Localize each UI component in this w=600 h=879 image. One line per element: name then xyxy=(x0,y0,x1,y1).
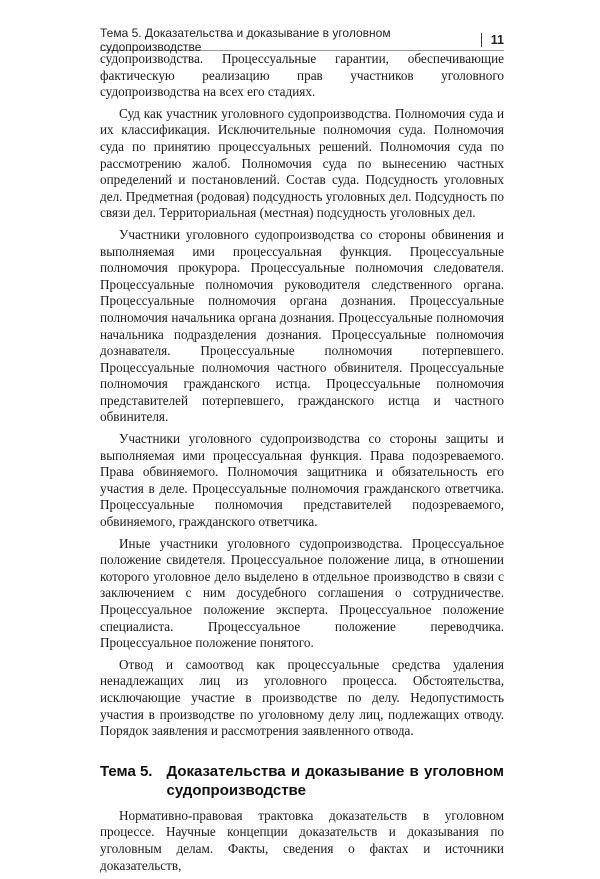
header-separator xyxy=(481,33,482,47)
paragraph-other-participants: Иные участники уголовного судопроизводства. Процессуальное положение свидетеля. Процессуальное положение лица, в отношении которого уголовное дело выделено в отдельное производство в связи с заключением с ним досудебного соглашения о сотрудничестве. Процессуальное положение эксперта. Процессуальное положение специалиста. Процессуальное положение переводчика. Процессуальное положение понятого. xyxy=(100,535,504,651)
section-number: Тема 5. xyxy=(100,762,153,780)
section-title: Доказательства и доказывание в уголовном судопроизводстве xyxy=(166,762,504,799)
running-header xyxy=(100,26,504,54)
paragraph-prosecution: Участники уголовного судопроизводства со стороны обвинения и выполняемая ими процессуальная функция. Процессуальные полномочия прокурора. Процессуальные полномочия следователя. Процессуальные полномочия руководителя следственного органа. Процессуальные полномочия органа дознания. Процессуальные полномочия начальника органа дознания. Процессуальные полномочия начальника подразделения дознания. Процессуальные полномочия дознавателя. Процессуальные полномочия потерпевшего. Процессуальные полномочия частного обвинителя. Процессуальные полномочия гражданского истца. Процессуальные полномочия представителей потерпевшего, гражданского истца и частного обвинителя. xyxy=(100,226,504,425)
section-intro-paragraph: Нормативно-правовая трактовка доказательств в уголовном процессе. Научные концепции доказательств и доказывания по уголовным делам. Факты, сведения о фактах и источники доказательств, xyxy=(100,807,504,873)
running-header-title: Тема 5. Доказательства и доказывание в уголовном судопроизводстве xyxy=(100,26,391,54)
page-number: 11 xyxy=(490,33,504,47)
body-text xyxy=(100,51,504,879)
section-heading xyxy=(100,762,504,800)
paragraph-recusal: Отвод и самоотвод как процессуальные средства удаления ненадлежащих лиц из уголовного процесса. Обстоятельства, исключающие участие в производстве по делу. Недопустимость участия в производстве по уголовному делу лиц, подлежащих отводу. Порядок заявления и рассмотрения заявленного отвода. xyxy=(100,656,504,739)
paragraph-court: Суд как участник уголовного судопроизводства. Полномочия суда и их классификация. Исключительные полномочия суда. Полномочия суда по принятию процессуальных решений. Полномочия суда по рассмотрению жалоб. Полномочия суда по вынесению частных определений и постановлений. Состав суда. Подсудность уголовных дел. Предметная (родовая) подсудность уголовных дел. Подсудность по связи дел. Территориальная (местная) подсудность уголовных дел. xyxy=(100,105,504,221)
paragraph-defense: Участники уголовного судопроизводства со стороны защиты и выполняемая ими процессуальная функция. Права подозреваемого. Права обвиняемого. Полномочия защитника и обязательность его участия в деле. Процессуальные полномочия гражданского ответчика. Процессуальные полномочия представителей подозреваемого, обвиняемого, гражданского ответчика. xyxy=(100,431,504,530)
paragraph-continued: судопроизводства. Процессуальные гарантии, обеспечивающие фактическую реализацию прав участников уголовного судопроизводства на всех его стадиях. xyxy=(100,51,504,100)
